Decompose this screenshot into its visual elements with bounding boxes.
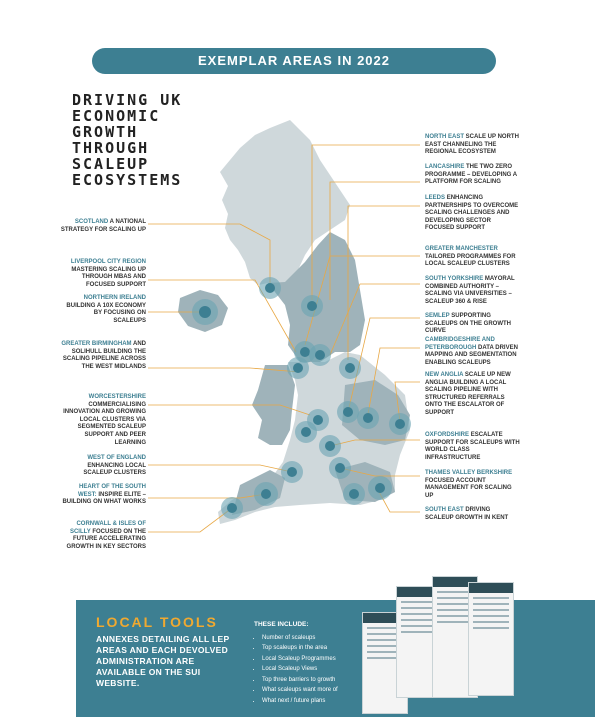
area-label-new-anglia bbox=[425, 372, 520, 418]
area-name: WEST OF ENGLAND bbox=[87, 455, 146, 461]
area-label-manchester bbox=[425, 246, 520, 269]
area-marker bbox=[389, 413, 411, 435]
area-description: ESCALATE SUPPORT FOR SCALEUPS WITH WORLD CLASS INFRASTRUCTURE bbox=[425, 432, 520, 461]
area-marker bbox=[281, 461, 303, 483]
area-description: FOCUSED ON THE FUTURE ACCELERATING GROWTH IN KEY SECTORS bbox=[66, 528, 146, 550]
area-marker bbox=[309, 344, 331, 366]
local-tools-list bbox=[254, 620, 338, 706]
area-marker bbox=[295, 421, 317, 443]
list-item: • Top scaleups in the area bbox=[262, 643, 338, 654]
area-name: THAMES VALLEY BERKSHIRE bbox=[425, 470, 513, 476]
area-label-thames-valley bbox=[425, 470, 520, 500]
area-name: LIVERPOOL CITY REGION bbox=[70, 259, 146, 265]
area-name: GREATER BIRMINGHAM bbox=[61, 341, 132, 347]
area-name: WORCESTERSHIRE bbox=[88, 394, 146, 400]
area-label-heart-sw bbox=[60, 484, 146, 507]
area-description: FOCUSED ACCOUNT MANAGEMENT FOR SCALING UP bbox=[425, 477, 512, 499]
area-label-birmingham bbox=[60, 341, 146, 371]
area-label-north-east bbox=[425, 134, 520, 157]
banner-title: EXEMPLAR AREAS IN 2022 bbox=[197, 53, 390, 68]
area-description: SCALE UP NEW ANGLIA BUILDING A LOCAL SCALING PIPELINE WITH STRUCTURED REFERRALS ONTO THE ESCALATOR OF SUPPORT bbox=[425, 372, 511, 416]
area-label-leeds bbox=[425, 195, 520, 233]
area-marker bbox=[368, 476, 392, 500]
local-tools-panel bbox=[76, 600, 595, 717]
area-description: A NATIONAL STRATEGY FOR SCALING UP bbox=[60, 219, 146, 233]
area-description: THE TWO ZERO PROGRAMME – DEVELOPING A PLATFORM FOR SCALING bbox=[425, 164, 517, 186]
area-description: TAILORED PROGRAMMES FOR LOCAL SCALEUP CLUSTERS bbox=[425, 253, 516, 268]
area-marker bbox=[329, 457, 351, 479]
list-heading: THESE INCLUDE: bbox=[254, 621, 309, 628]
area-label-cambridgeshire bbox=[425, 337, 520, 367]
area-marker bbox=[337, 401, 359, 423]
area-label-worcestershire bbox=[60, 394, 146, 447]
area-description: SCALE UP NORTH EAST CHANNELING THE REGIONAL ECOSYSTEM bbox=[425, 134, 519, 156]
area-marker bbox=[221, 497, 243, 519]
area-name: NORTHERN IRELAND bbox=[83, 295, 146, 301]
area-marker bbox=[357, 407, 379, 429]
area-description: SUPPORTING SCALEUPS ON THE GROWTH CURVE bbox=[425, 313, 512, 335]
area-description: DATA DRIVEN MAPPING AND SEGMENTATION ENABLING SCALEUPS bbox=[425, 344, 518, 366]
area-description: BUILDING A 10X ECONOMY BY FOCUSING ON SCALEUPS bbox=[66, 302, 146, 324]
list-item: • Top three barriers to growth bbox=[262, 675, 338, 686]
area-marker bbox=[339, 357, 361, 379]
area-name: SOUTH EAST bbox=[425, 507, 464, 513]
local-tools-description: ANNEXES DETAILING ALL LEP AREAS AND EACH DEVOLVED ADMINISTRATION ARE AVAILABLE ON THE SUI WEBSITE. bbox=[96, 634, 230, 688]
area-name: LEEDS bbox=[425, 195, 446, 201]
area-name: GREATER MANCHESTER bbox=[425, 246, 498, 252]
list-item: • What next / future plans bbox=[262, 696, 338, 707]
area-label-south-yorkshire bbox=[425, 276, 520, 306]
area-description: AND SOLIHULL BUILDING THE SCALING PIPELINE ACROSS THE WEST MIDLANDS bbox=[62, 341, 146, 370]
list-item: • What scaleups want more of bbox=[262, 685, 338, 696]
area-label-lancashire bbox=[425, 164, 520, 187]
area-marker bbox=[287, 357, 309, 379]
area-label-south-east bbox=[425, 507, 520, 522]
area-name: SCOTLAND bbox=[74, 219, 109, 225]
area-label-oxfordshire bbox=[425, 432, 520, 462]
list-item: • Number of scaleups bbox=[262, 633, 338, 644]
area-label-northern-ireland bbox=[60, 295, 146, 325]
area-name: OXFORDSHIRE bbox=[425, 432, 470, 438]
list-item: • Local Scaleup Programmes bbox=[262, 654, 338, 665]
area-label-semlep bbox=[425, 313, 520, 336]
area-description: ENHANCING PARTNERSHIPS TO OVERCOME SCALING CHALLENGES AND DEVELOPING SECTOR FOCUSED SUPPORT bbox=[425, 195, 519, 232]
area-marker bbox=[254, 482, 278, 506]
area-name: CAMBRIDGESHIRE AND PETERBOROUGH bbox=[425, 337, 495, 351]
area-name: CORNWALL & ISLES OF SCILLY bbox=[69, 521, 146, 535]
title-line: ECOSYSTEMS bbox=[72, 171, 183, 189]
area-name: LANCASHIRE bbox=[425, 164, 465, 170]
area-name: SEMLEP bbox=[425, 313, 450, 319]
area-marker bbox=[343, 483, 365, 505]
area-marker bbox=[192, 299, 218, 325]
area-description: MAYORAL COMBINED AUTHORITY – SCALING VIA UNIVERSITIES – SCALEUP 360 & RISE bbox=[425, 276, 515, 305]
area-name: NORTH EAST bbox=[425, 134, 464, 140]
area-description: ENHANCING LOCAL SCALEUP CLUSTERS bbox=[83, 462, 146, 477]
title-line: GROWTH bbox=[72, 123, 139, 141]
area-label-west-of-england bbox=[60, 455, 146, 478]
area-marker bbox=[259, 277, 281, 299]
title-line: THROUGH bbox=[72, 139, 150, 157]
local-tools-title: LOCAL TOOLS bbox=[96, 614, 218, 630]
area-description: MASTERING SCALING UP THROUGH MBAS AND FOCUSED SUPPORT bbox=[71, 266, 146, 288]
area-marker bbox=[319, 435, 341, 457]
area-description: INSPIRE ELITE – BUILDING ON WHAT WORKS bbox=[62, 491, 146, 506]
area-name: NEW ANGLIA bbox=[425, 372, 464, 378]
area-name: SOUTH YORKSHIRE bbox=[425, 276, 484, 282]
area-label-scotland bbox=[60, 219, 146, 234]
area-name: HEART OF THE SOUTH WEST: bbox=[77, 484, 146, 498]
area-label-cornwall bbox=[60, 521, 146, 551]
area-marker bbox=[301, 295, 323, 317]
area-label-liverpool bbox=[60, 259, 146, 289]
area-description: COMMERCIALISING INNOVATION AND GROWING LOCAL CLUSTERS VIA SEGMENTED SCALEUP SUPPORT AND PEER LEARNING bbox=[63, 401, 146, 446]
title-line: SCALEUP bbox=[72, 155, 150, 173]
title-line: DRIVING UK bbox=[72, 91, 183, 109]
annex-document-thumbnail bbox=[468, 582, 514, 696]
title-line: ECONOMIC bbox=[72, 107, 161, 125]
area-description: DRIVING SCALEUP GROWTH IN KENT bbox=[425, 507, 509, 521]
list-item: • Local Scaleup Views bbox=[262, 664, 338, 675]
